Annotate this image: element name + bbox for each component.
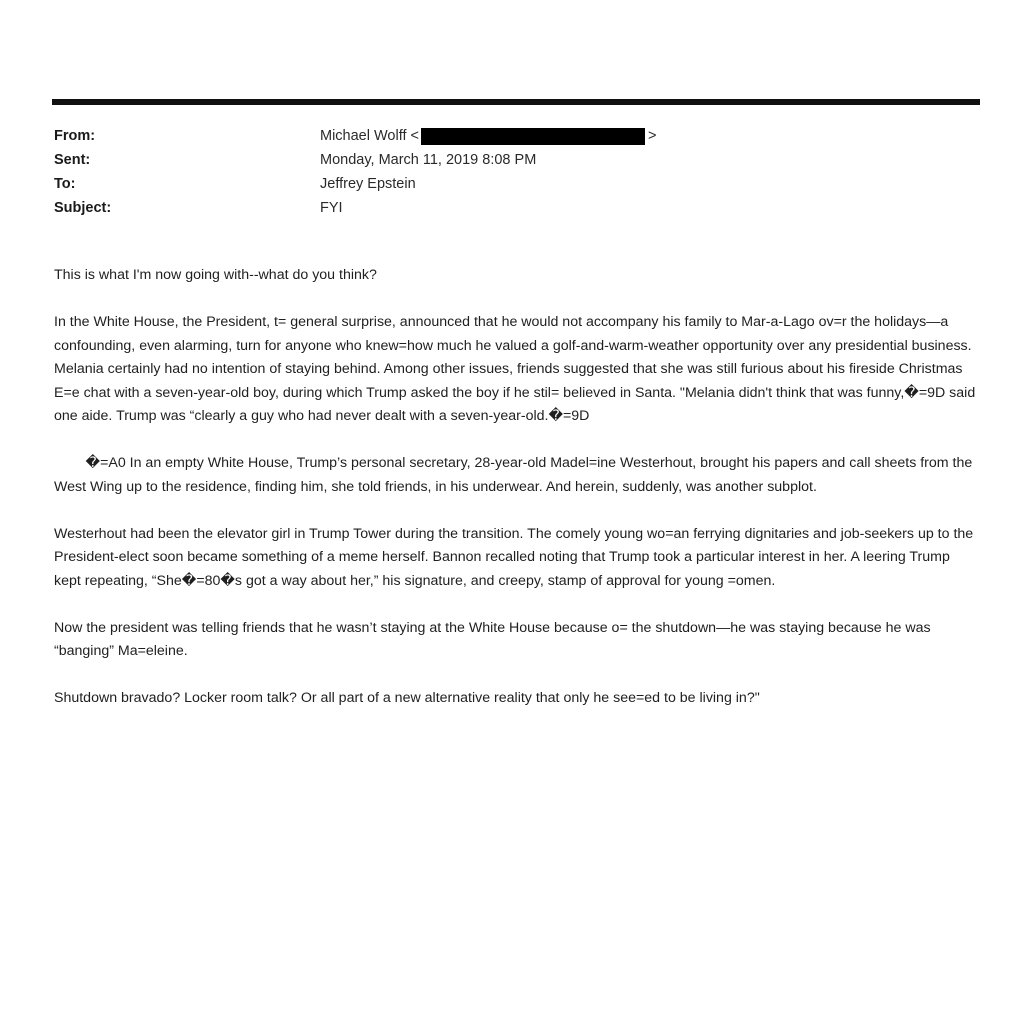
email-body [54,264,978,734]
email-headers [54,124,974,220]
subject-row [54,196,974,220]
from-value [320,124,656,148]
redaction-bar [421,128,645,145]
sent-value: Monday, March 11, 2019 8:08 PM [320,152,537,168]
body-paragraph-6: Shutdown bravado? Locker room talk? Or all part of a new alternative reality that only he see=ed to be living in?" [54,690,760,706]
sent-row [54,148,974,172]
from-row [54,124,974,148]
from-label: From: [54,128,96,144]
from-close-bracket: > [648,128,657,144]
body-paragraph-1: This is what I'm now going with--what do you think? [54,267,377,283]
subject-label: Subject: [54,200,112,216]
body-paragraph-2: In the White House, the President, t= general surprise, announced that he would not accompany his family to Mar-a-Lago ov=r the holidays—a confounding, even alarming, turn for anyone who knew=how much he valued a golf-and-warm-weather opportunity over any presidential business. Melania certainly had no intention of staying behind. Among other issues, friends suggested that she was still furious about his fireside Christmas E=e chat with a seven-year-old boy, during which Trump asked the boy if he stil= believed in Santa. "Melania didn't think that was funny,�=9D said one aide. Trump was “clearly a guy who had never dealt with a seven-year-old.�=9D [54,314,976,424]
body-paragraph-5: Now the president was telling friends that he wasn’t staying at the White House because o= the shutdown—he was staying because he was “banging” Ma=eleine. [54,619,931,659]
header-divider-rule [52,99,980,105]
to-value: Jeffrey Epstein [320,176,416,192]
to-row [54,172,974,196]
from-name: Michael Wolff < [320,128,419,144]
subject-value: FYI [320,200,343,216]
body-paragraph-4: Westerhout had been the elevator girl in Trump Tower during the transition. The comely young wo=an ferrying dignitaries and job-seekers up to the President-elect soon became something of a meme herself. Bannon recalled noting that Trump took a particular interest in her. A leering Trump kept repeating, “She�=80�s got a way about her,” his signature, and creepy, stamp of approval for young =omen. [54,525,974,589]
to-label: To: [54,176,76,192]
body-paragraph-3: �=A0 In an empty White House, Trump’s personal secretary, 28-year-old Madel=ine Westerhout, brought his papers and call sheets from the West Wing up to the residence, finding him, she told friends, in his underwear. And herein, suddenly, was another subplot. [54,455,973,495]
sent-label: Sent: [54,152,91,168]
